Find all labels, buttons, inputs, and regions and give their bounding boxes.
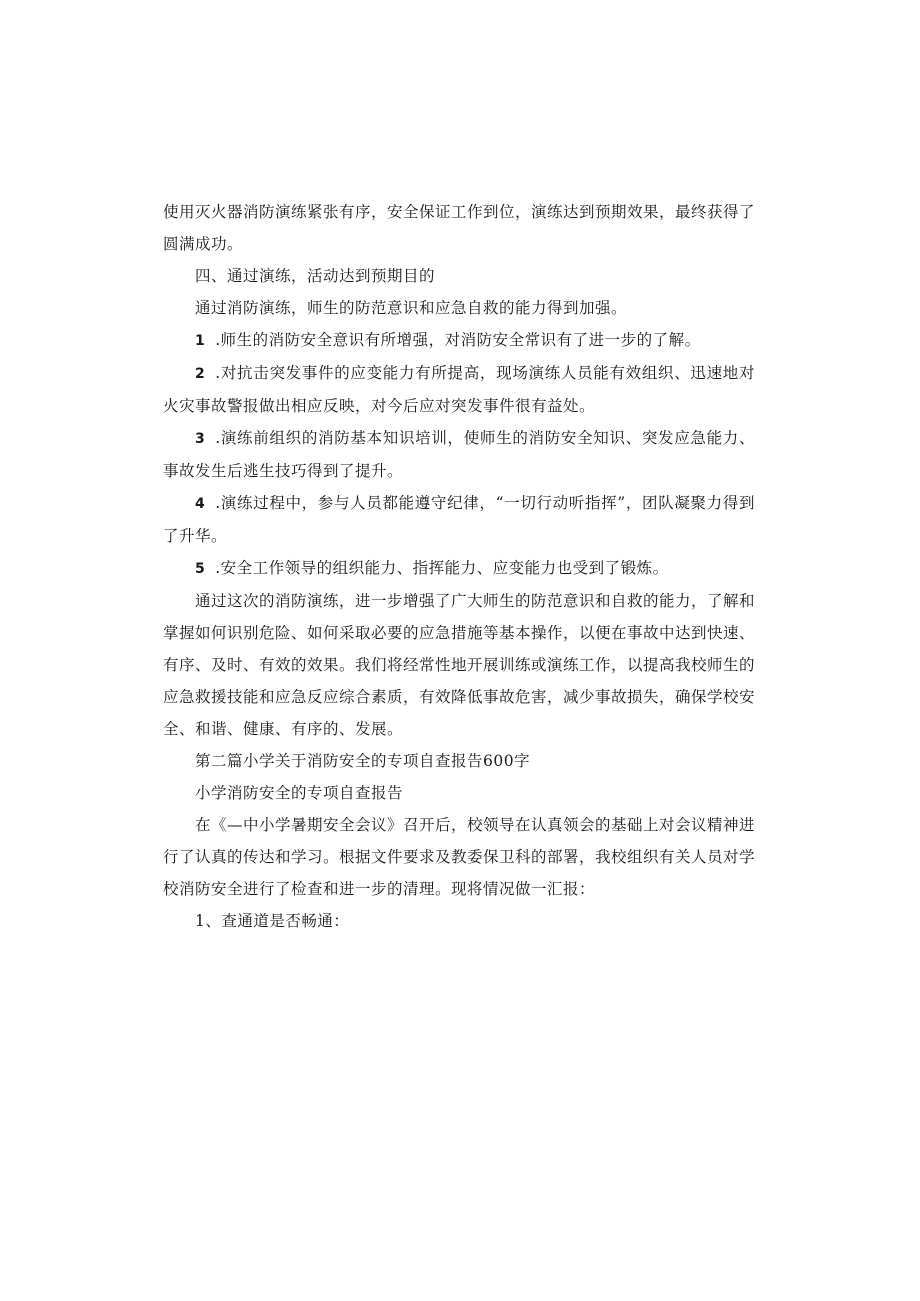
- list-item-text: .安全工作领导的组织能力、指挥能力、应变能力也受到了锻炼。: [215, 559, 669, 577]
- list-number: 1: [195, 333, 206, 349]
- list-number: 4: [195, 496, 206, 512]
- list-number: 3: [195, 431, 206, 447]
- list-item-1: [163, 324, 755, 357]
- check-item-1: 1、查通道是否畅通：: [195, 912, 350, 930]
- list-item-text: .师生的消防安全意识有所增强，对消防安全常识有了进一步的了解。: [215, 331, 701, 349]
- list-number: 2: [195, 366, 206, 382]
- list-item-text: .演练前组织的消防基本知识培训，使师生的消防安全知识、突发应急能力、事故发生后逃生技巧得到了提升。: [163, 429, 755, 480]
- section-heading-four: 四、通过演练，活动达到预期目的: [195, 267, 436, 285]
- paragraph-report-intro: 在《—中小学暑期安全会议》召开后，校领导在认真领会的基础上对会议精神进行了认真的传达和学习。根据文件要求及教委保卫科的部署，我校组织有关人员对学校消防安全进行了检查和进一步的清理。现将情况做一汇报：: [163, 816, 756, 898]
- paragraph-drill-success: 使用灭火器消防演练紧张有序，安全保证工作到位，演练达到预期效果，最终获得了圆满成功。: [163, 203, 756, 253]
- article-title-part-two: 第二篇小学关于消防安全的专项自查报告600字: [195, 752, 531, 770]
- list-item-5: [163, 552, 755, 585]
- list-item-3: [163, 422, 755, 487]
- list-item-4: [163, 487, 755, 552]
- list-item-text: .对抗击突发事件的应变能力有所提高，现场演练人员能有效组织、迅速地对火灾事故警报做出相应反映，对今后应对突发事件很有益处。: [163, 364, 755, 415]
- document-body: [163, 196, 755, 937]
- paragraph-drill-summary: 通过这次的消防演练，进一步增强了广大师生的防范意识和自救的能力，了解和掌握如何识别危险、如何采取必要的应急措施等基本操作，以便在事故中达到快速、有序、及时、有效的效果。我们将经常性地开展训练或演练工作，以提高我校师生的应急救援技能和应急反应综合素质，有效降低事故危害，减少事故损失，确保学校安全、和谐、健康、有序的、发展。: [163, 592, 756, 738]
- paragraph-awareness-strengthened: 通过消防演练，师生的防范意识和应急自救的能力得到加强。: [195, 299, 628, 317]
- report-title: 小学消防安全的专项自查报告: [195, 784, 404, 802]
- list-item-2: [163, 357, 755, 422]
- list-item-text: .演练过程中，参与人员都能遵守纪律，“一切行动听指挥”，团队凝聚力得到了升华。: [163, 494, 755, 545]
- list-number: 5: [195, 561, 206, 577]
